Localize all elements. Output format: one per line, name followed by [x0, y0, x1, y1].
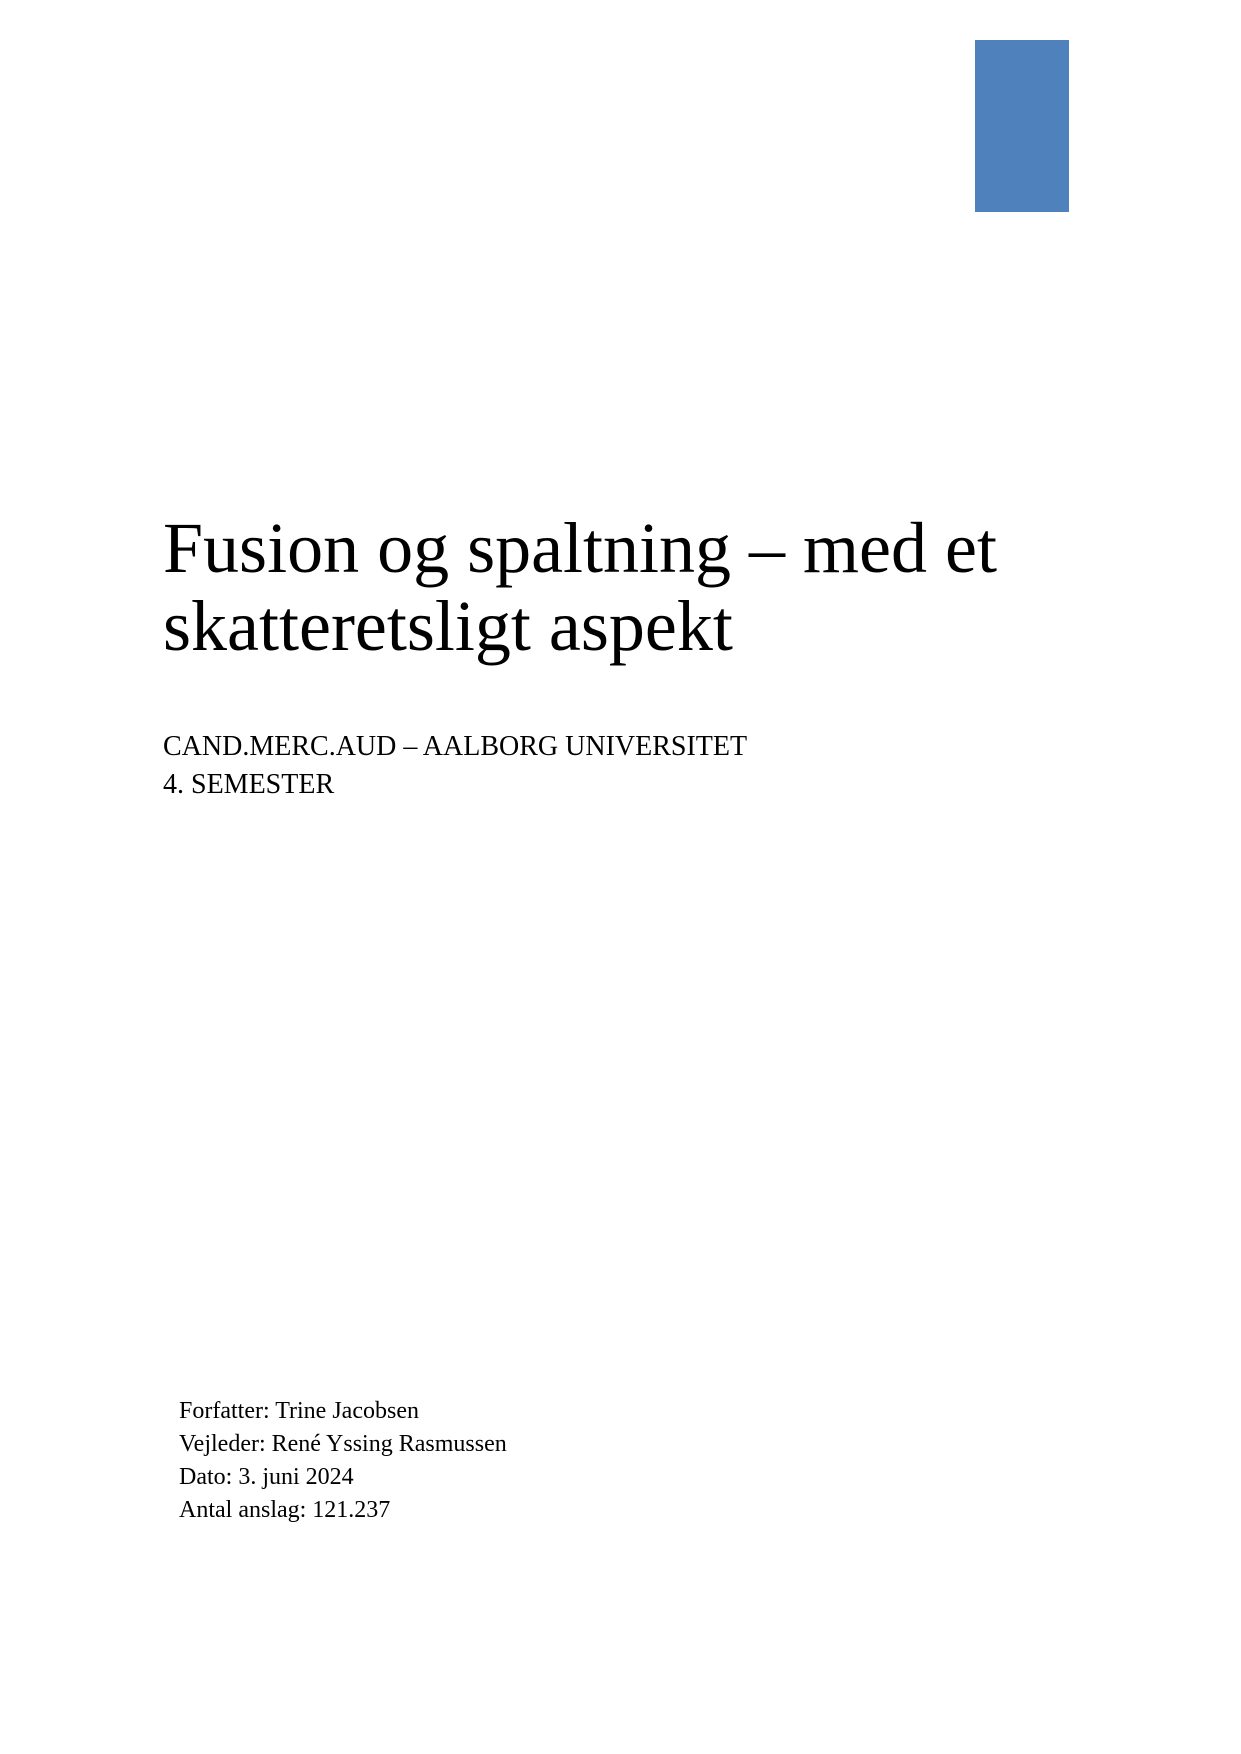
document-meta — [179, 1395, 879, 1527]
document-title — [163, 509, 1083, 665]
semester: 4. SEMESTER — [163, 769, 335, 800]
date: Dato: 3. juni 2024 — [179, 1464, 354, 1490]
program-name: CAND.MERC.AUD – AALBORG UNIVERSITET — [163, 731, 748, 762]
accent-block — [975, 40, 1069, 212]
supervisor: Vejleder: René Yssing Rasmussen — [179, 1431, 507, 1457]
title-line-1: Fusion og spaltning – med et — [163, 508, 997, 588]
document-subtitle — [163, 728, 1063, 804]
title-line-2: skatteretsligt aspekt — [163, 586, 733, 666]
author: Forfatter: Trine Jacobsen — [179, 1398, 419, 1424]
character-count: Antal anslag: 121.237 — [179, 1497, 391, 1523]
